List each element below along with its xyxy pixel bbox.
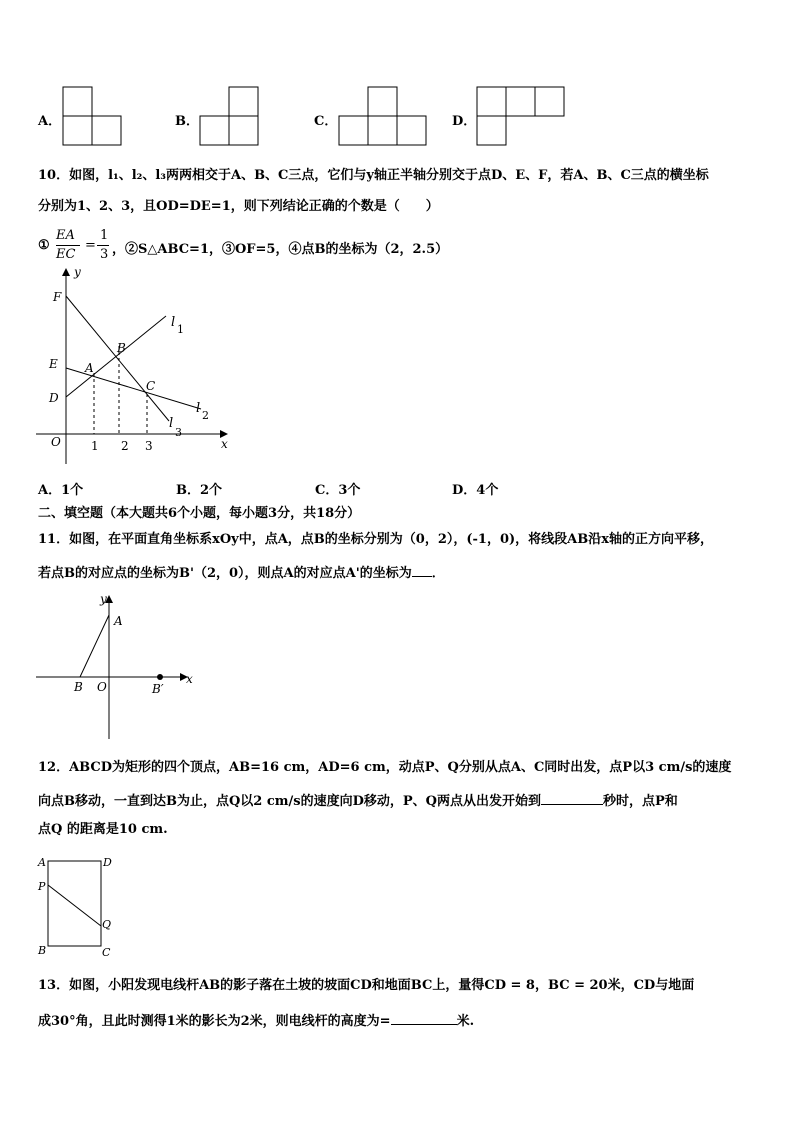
q13-answer-blank[interactable] [391,1010,457,1025]
q12-figure [36,852,126,960]
q10-line1: 10．如图，l₁、l₂、l₃两两相交于A、B、C三点，它们与y轴正半轴分别交于点D、E、F，若A、B、C三点的横坐标 [38,168,709,183]
q11-label-y: y [100,592,107,606]
q10-label-a: A [85,361,94,375]
q12-label-p: P [38,880,46,893]
q13-line2 [38,1010,474,1031]
q12-label-d: D [103,856,112,869]
q11-line2-end: ． [431,566,445,581]
q9-option-a-label: A． [38,114,62,129]
q13-line1: 13．如图，小阳发现电线杆AB的影子落在土坡的坡面CD和地面BC上，量得CD = 8，BC = 20米，CD与地面 [38,978,695,993]
q10-frac-den: EC [56,247,76,262]
q13-line2-text: 成30°角，且此时测得1米的影长为2米，则电线杆的高度为= [38,1014,391,1029]
q10-line2: 分别为1、2、3，且OD=DE=1，则下列结论正确的个数是（ ） [38,199,439,214]
q11-label-a: A [114,614,123,628]
q11-label-bprime: B′ [152,682,164,696]
q10-tick-1: 1 [91,439,99,453]
q13-line2-end: 米. [456,1014,475,1029]
q10-label-d: D [49,391,59,405]
q12-label-c: C [102,946,111,959]
q11-figure [36,591,196,741]
q12-answer-blank[interactable] [541,790,603,805]
q10-label-l2-sub: 2 [202,409,209,422]
q12-line2-end: 秒时，点P和 [602,794,678,809]
q10-tick-2: 2 [121,439,129,453]
q10-label-f: F [53,290,62,304]
q9-option-d-figure [476,86,568,146]
q10-label-o: O [51,435,61,449]
q12-line2 [38,790,678,811]
q9-option-c-label: C． [314,114,338,129]
q12-line2-text: 向点B移动，一直到达B为止，点Q以2 cm/s的速度向D移动，P、Q两点从出发开始到 [38,794,541,809]
q11-label-b: B [74,680,83,694]
q10-label-b: B [117,341,126,355]
q11-line2 [38,562,445,583]
q10-stmt-prefix: ① [38,238,50,253]
q10-label-l2: l [196,401,201,416]
q9-option-c-figure [338,86,430,146]
q10-figure [36,264,236,468]
q10-label-l1-sub: 1 [177,323,184,336]
section-heading-fill-in: 二、填空题（本大题共6个小题，每小题3分，共18分） [38,506,361,521]
q9-option-b-figure [199,86,261,146]
q10-option-c: C．3个 [315,483,361,498]
q9-option-d-label: D． [452,114,477,129]
q10-frac-eq: = [85,238,96,253]
q10-label-y: y [74,265,81,279]
q12-line1: 12．ABCD为矩形的四个顶点，AB=16 cm，AD=6 cm，动点P、Q分别从点A、C同时出发，点P以3 cm/s的速度 [38,760,732,775]
q10-option-a: A．1个 [38,483,84,498]
q10-frac-r-den: 3 [100,247,109,262]
q11-line1: 11．如图，在平面直角坐标系xOy中，点A，点B的坐标分别为（0，2），(-1，0)，将线段AB沿x轴的正方向平移， [38,532,713,547]
q12-label-b: B [38,944,47,957]
q10-label-l3-sub: 3 [175,426,182,439]
q10-label-l1: l [171,315,176,330]
q11-label-o: O [97,680,107,694]
q10-frac-r-num: 1 [100,228,109,243]
q9-option-b-label: B． [175,114,199,129]
q10-label-c: C [146,379,156,393]
q10-frac-num: EA [56,228,75,243]
q11-answer-blank[interactable] [412,562,432,577]
q12-label-a: A [38,856,46,869]
q9-option-a-figure [62,86,124,146]
q10-option-d: D．4个 [452,483,499,498]
q10-label-l3: l [169,416,174,431]
q11-line2-text: 若点B的对应点的坐标为B'（2，0），则点A的对应点A'的坐标为 [38,566,412,581]
q12-label-q: Q [102,918,112,931]
q10-label-e: E [49,357,58,371]
q11-label-x: x [186,672,193,686]
q10-tick-3: 3 [145,439,153,453]
q10-stmt-rest: ，②S△ABC=1，③OF=5，④点B的坐标为（2，2.5） [112,242,449,257]
q10-option-b: B．2个 [176,483,223,498]
q10-label-x: x [221,437,228,451]
q12-line3: 点Q 的距离是10 cm. [38,822,168,837]
